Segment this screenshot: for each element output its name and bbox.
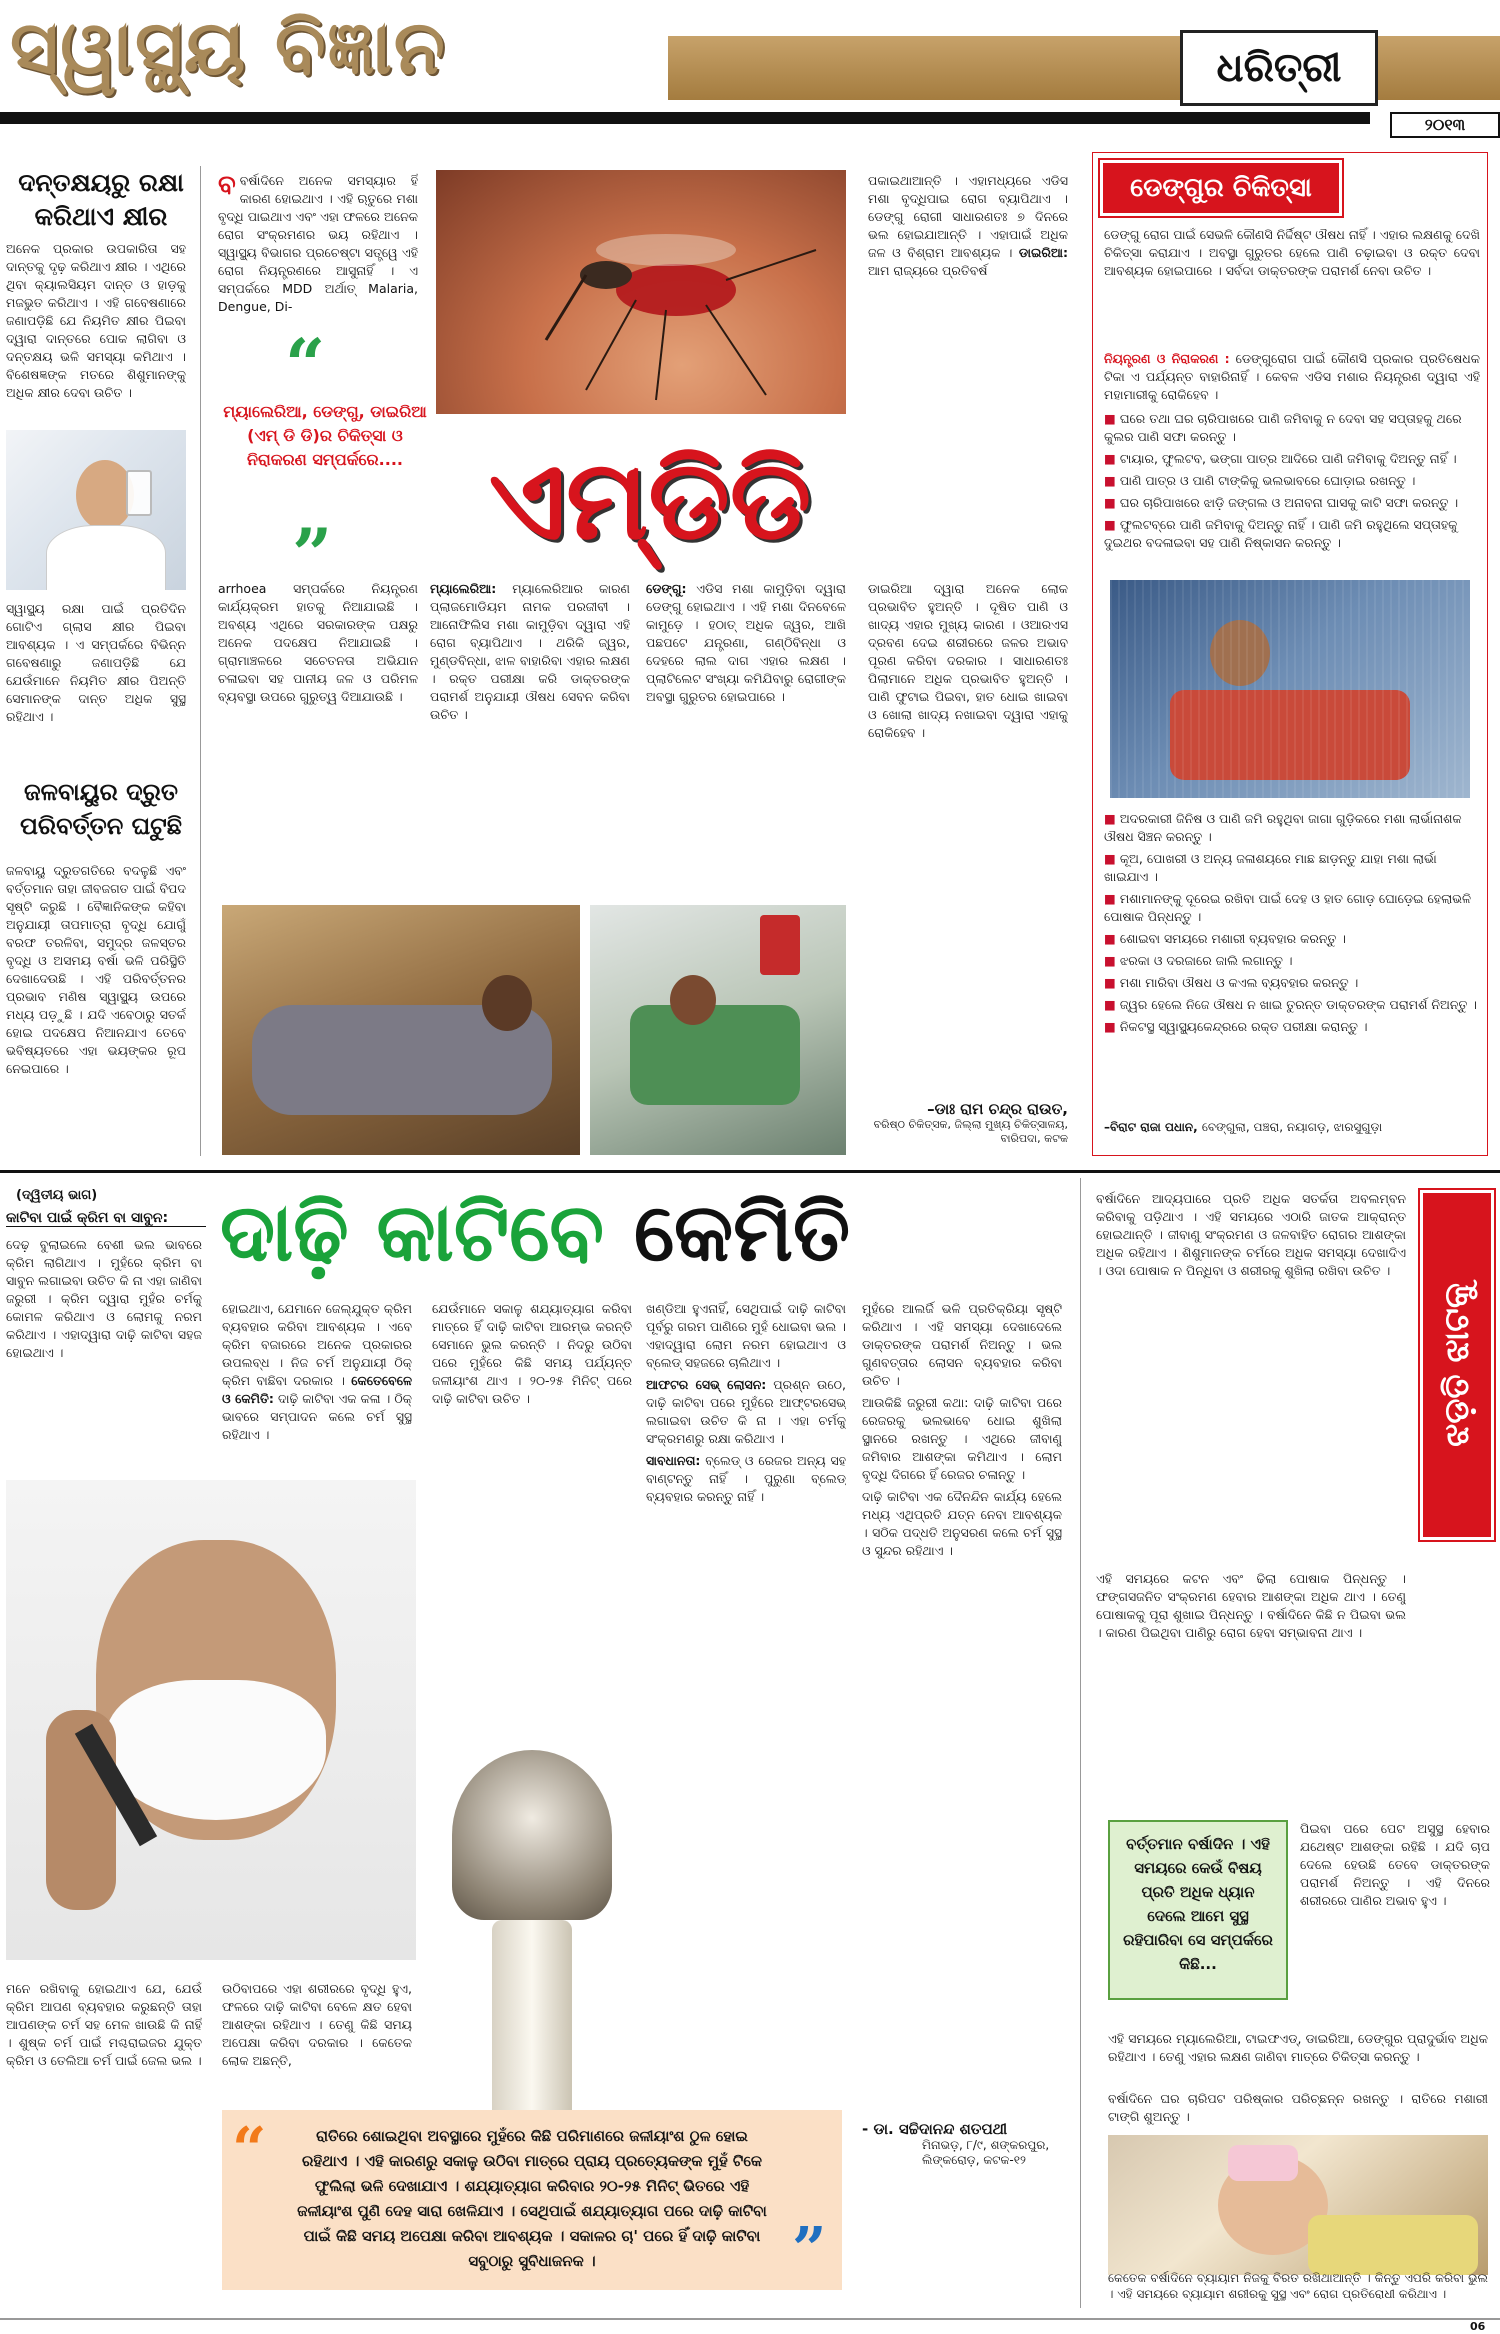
dengue-tips-list: [1104, 410, 1480, 556]
shaving-title: ଦାଢ଼ି କାଟିବେ କେମିତି: [220, 1186, 851, 1279]
shaving-col0: ଦେଢ଼ ବୁଲାଇଲେ ବେଶୀ ଭଲ ଭାବରେ କ୍ରିମ ଲାଗିଥାଏ । ମୁହଁରେ କ୍ରିମ ବା ସାବୁନ ଲଗାଇବା ଉଚିତ କି ନା ଏହା ଜାଣିବା ଜରୁରୀ । କ୍ରିମ ଦ୍ୱାରା ମୁହଁର ଚର୍ମକୁ କୋମଳ କରିଥାଏ ଓ ଲୋମକୁ ନରମ କରିଥାଏ । ଏହାଦ୍ୱାରା ଦାଢ଼ି କାଟିବା ସହଜ ହୋଇଥାଏ ।: [6, 1237, 202, 1360]
list-item: ■ ମଶା ମାରିବା ଔଷଧ ଓ କଏଲ ବ୍ୟବହାର କରନ୍ତୁ ।: [1104, 975, 1359, 990]
list-item: ■ ଘର ଚାରିପାଖରେ ଝାଡ଼ି ଜଙ୍ଗଲ ଓ ଅନାବନା ଘାସକୁ କାଟି ସଫା କରନ୍ତୁ ।: [1104, 495, 1459, 510]
section-divider: [0, 1170, 1500, 1173]
shaving-bottom-col1: ଉଠିବାପରେ ଏହା ଶରୀରରେ ବୃଦ୍ଧି ହୁଏ, ଫଳରେ ଦାଢ଼ି କାଟିବା ବେଳେ କ୍ଷତ ହେବା ଆଶଙ୍କା ରହିଥାଏ । ତେଣୁ କିଛି ସମୟ ଅପେକ୍ଷା କରିବା ଦରକାର । କେତେକ ଲୋକ ଅଛନ୍ତି,: [222, 1981, 412, 2068]
man-shaving-photo: [6, 1480, 416, 1960]
monsoon-col-c: ପିଇବା ପରେ ପେଟ ଅସୁସ୍ଥ ହେବାର ଯଥେଷ୍ଟ ଆଶଙ୍କା ରହିଛି । ଯଦି ଚାପ ଦେଲେ ହେଉଛି ତେବେ ଡାକ୍ତରଙ୍କ ପରାମର୍ଶ ନିଅନ୍ତୁ । ଏହି ଦିନରେ ଶରୀରରେ ପାଣିର ଅଭାବ ହୁଏ ।: [1300, 1821, 1490, 1908]
dengue-byline: –ବିରାଟ ରାଜା ପଧାନ, ବେଙ୍ଗୁଲା, ପଞ୍ଚରା, ନୟାଗଡ଼, ଝାରସୁଗୁଡ଼ା: [1104, 1120, 1383, 1134]
monsoon-title-banner: ଝଡ଼ତି ଝାଟକୁ: [1420, 1190, 1494, 1540]
masthead: [0, 0, 1500, 140]
mosquito-photo: [436, 170, 846, 414]
mosquito-net-photo: [1110, 580, 1470, 798]
shaving-bottom-col0: ମନେ ରଖିବାକୁ ହୋଇଥାଏ ଯେ, ଯେଉଁ କ୍ରିମ ଆପଣ ବ୍ୟବହାର କରୁଛନ୍ତି ତାହା ଆପଣଙ୍କ ଚର୍ମ ସହ ମେଳ ଖାଉଛି କି ନାହିଁ । ଶୁଷ୍କ ଚର୍ମ ପାଇଁ ମଶ୍ଚରାଇଜର ଯୁକ୍ତ କ୍ରିମ ଓ ତେଲିଆ ଚର୍ମ ପାଇଁ ଜେଲ ଭଲ ।: [6, 1981, 202, 2068]
dengue-title-banner: ଡେଙ୍ଗୁର ଚିକିତ୍ସା: [1100, 160, 1342, 216]
malaria-patient-photo: [222, 905, 580, 1155]
shaving-col3: ଖଣ୍ଡିଆ ହୁଏନାହିଁ, ସେଥିପାଇଁ ଦାଢ଼ି କାଟିବା ପୂର୍ବରୁ ଗରମ ପାଣିରେ ମୁହଁ ଧୋଇବା ଭଲ । ଏହାଦ୍ୱାରା ଲୋମ ନରମ ହୋଇଥାଏ ଓ ବ୍ଲେଡ୍ ସହଜରେ ଚାଲିଥାଏ । ଆଫଟର ସେଭ୍ ଲୋସନ: ପ୍ରଶ୍ନ ଉଠେ, ଦାଢ଼ି କାଟିବା ପରେ ମୁହଁରେ ଆଫ୍ଟରସେଭ୍ ଲଗାଇବା ଉଚିତ କି ନା । ଏହା ଚର୍ମକୁ ସଂକ୍ରମଣରୁ ରକ୍ଷା କରିଥାଏ । ସାବଧାନତା: ବ୍ଲେଡ୍ ଓ ରେଜର ଅନ୍ୟ ସହ ବାଣ୍ଟନ୍ତୁ ନାହିଁ । ପୁରୁଣା ବ୍ଲେଡ୍ ବ୍ୟବହାର କରନ୍ତୁ ନାହିଁ ।: [646, 1301, 846, 1504]
pull-quote-close-icon: ”: [292, 513, 333, 596]
masthead-rule: [0, 112, 1370, 124]
monsoon-col: ବର୍ଷାଦିନେ ଆଦ୍ୟପାରେ ପ୍ରତି ଅଧିକ ସତର୍କତା ଅବଲମ୍ବନ କରିବାକୁ ପଡ଼ିଥାଏ । ଏହି ସମୟରେ ଏଠାରି ଜାତକ ଆକ୍ରାନ୍ତ ହୋଇଥାନ୍ତି । ଜୀବାଣୁ ସଂକ୍ରମଣ ଓ ଜଳବାହିତ ରୋଗର ଆଶଙ୍କା ଅଧିକ ରହିଥାଏ । ଶିଶୁମାନଙ୍କ ଚର୍ମରେ ଅଧିକ ସମସ୍ୟା ଦେଖାଦିଏ । ଓଦା ପୋଷାକ ନ ପିନ୍ଧିବା ଓ ଶରୀରକୁ ଶୁଖିଲା ରଖିବା ଉଚିତ ।: [1096, 1191, 1406, 1278]
dental-headline: ଦନ୍ତକ୍ଷୟରୁ ରକ୍ଷା କରିଥାଏ କ୍ଷୀର: [18, 168, 184, 231]
mosquito-illustration: [436, 170, 846, 414]
sick-child-photo: [1108, 2135, 1488, 2275]
climate-headline: ଜଳବାୟୁର ଦ୍ରୁତ ପରିବର୍ତ୍ତନ ଘଟୁଛି: [19, 778, 183, 840]
list-item: ■ ଝରକା ଓ ଦରଜାରେ ଜାଲି ଲଗାନ୍ତୁ ।: [1104, 953, 1293, 968]
list-item: ■ ଫୁଲଟବ୍‌ରେ ପାଣି ଜମିବାକୁ ଦିଅନ୍ତୁ ନାହିଁ । ପାଣି ଜମି ରହୁଥିଲେ ସପ୍ତାହକୁ ଦୁଇଥର ବଦଳାଇବା ସହ ପାଣି ନିଷ୍କାସନ କରନ୍ତୁ ।: [1104, 517, 1458, 550]
dental-body-top: ଅନେକ ପ୍ରକାର ଉପକାରିତା ସହ ଦାନ୍ତକୁ ଦୃଢ଼ କରିଥାଏ କ୍ଷୀର । ଏଥିରେ ଥିବା କ୍ୟାଲସିୟମ ଦାନ୍ତ ଓ ହାଡ଼କୁ ମଜଭୁତ କରିଥାଏ । ଏହି ଗବେଷଣାରେ ଜଣାପଡ଼ିଛି ଯେ ନିୟମିତ କ୍ଷୀର ପିଇବା ଦ୍ୱାରା ଦାନ୍ତରେ ପୋକ ଲାଗିବା ଓ ଦନ୍ତକ୍ଷୟ ଭଳି ସମସ୍ୟା କମିଥାଏ । ବିଶେଷଜ୍ଞଙ୍କ ମତରେ ଶିଶୁମାନଙ୍କୁ ଅଧିକ କ୍ଷୀର ଦେବା ଉଚିତ ।: [6, 241, 186, 400]
mdd-pull-quote: ମ୍ୟାଲେରିଆ, ଡେଙ୍ଗୁ, ଡାଇରିଆ (ଏମ୍ ଡି ଡି)ର ଚିକିତ୍ସା ଓ ନିରାକରଣ ସମ୍ପର୍କରେ....: [223, 402, 427, 469]
dengue-lead: ଡେଙ୍ଗୁ ରୋଗ ପାଇଁ ସେଭଳି କୌଣସି ନିର୍ଦ୍ଦିଷ୍ଟ ଔଷଧ ନାହିଁ । ଏହାର ଲକ୍ଷଣକୁ ଦେଖି ଚିକିତ୍ସା କରାଯାଏ । ଅବସ୍ଥା ଗୁରୁତର ହେଲେ ପାଣି ଚଢ଼ାଇବା ଓ ରକ୍ତ ଦେବା ଆବଶ୍ୟକ ହୋଇପାରେ । ସର୍ବଦା ଡାକ୍ତରଙ୍କ ପରାମର୍ଶ ନେବା ଉଚିତ ।: [1104, 227, 1480, 278]
shaving-author: - ଡା. ସଚ୍ଚିଦାନନ୍ଦ ଶତପଥୀ ମିନାଭଡ଼, ୮/୯, ଶଙ୍କରପୁର, ଲିଙ୍କରୋଡ଼, କଟକ-୧୨: [862, 2120, 1050, 2167]
mdd-col1: arrhoea ସମ୍ପର୍କରେ ନିୟନ୍ତ୍ରଣ କାର୍ଯ୍ୟକ୍ରମ ହାତକୁ ନିଆଯାଇଛି । ଅବଶ୍ୟ ଏଥିରେ ସରକାରଙ୍କ ପକ୍ଷରୁ ଅନେକ ପଦକ୍ଷେପ ନିଆଯାଇଛି । ଗ୍ରାମାଞ୍ଚଳରେ ସଚେତନତା ଅଭିଯାନ ଚଳାଇବା ସହ ପାନୀୟ ଜଳ ଓ ପରିମଳ ବ୍ୟବସ୍ଥା ଉପରେ ଗୁରୁତ୍ୱ ଦିଆଯାଉଛି ।: [218, 581, 418, 704]
newspaper-brand: ଧରିତ୍ରୀ: [1180, 30, 1378, 106]
list-item: ■ କୂଅ, ପୋଖରୀ ଓ ଅନ୍ୟ ଜଳାଶୟରେ ମାଛ ଛାଡ଼ନ୍ତୁ ଯାହା ମଶା ଲାର୍ଭା ଖାଇଯାଏ ।: [1104, 851, 1437, 884]
shaving-col1: ହୋଇଥାଏ, ଯେମାନେ ଜେଲ୍‌ଯୁକ୍ତ କ୍ରିମ ବ୍ୟବହାର କରିବା ଆବଶ୍ୟକ । ଏବେ କ୍ରିମ ବଜାରରେ ଅନେକ ପ୍ରକାରର ଉପଲବ୍ଧ । ନିଜ ଚର୍ମ ଅନୁଯାୟୀ ଠିକ୍ କ୍ରିମ ବାଛିବା ଦରକାର । କେତେବେଳେ ଓ କେମିତି: ଦାଢ଼ି କାଟିବା ଏକ କଳା । ଠିକ୍ ଭାବରେ ସମ୍ପାଦନ କଲେ ଚର୍ମ ସୁସ୍ଥ ରହିଥାଏ ।: [222, 1301, 412, 1442]
dengue-tips-list-2: [1104, 810, 1480, 1040]
shaving-subhead: କାଟିବା ପାଇଁ କ୍ରିମ ବା ସାବୁନ:: [6, 1210, 206, 1227]
pull-quote-open-icon: “: [285, 323, 326, 406]
monsoon-col-e: ବର୍ଷାଦିନେ ଘର ଚାରିପଟ ପରିଷ୍କାର ପରିଚ୍ଛନ୍ନ ରଖନ୍ତୁ । ରାତିରେ ମଶାରୀ ଟାଙ୍ଗି ଶୁଅନ୍ତୁ ।: [1108, 2091, 1488, 2124]
list-item: ■ ଶୋଇବା ସମୟରେ ମଶାରୀ ବ୍ୟବହାର କରନ୍ତୁ ।: [1104, 931, 1346, 946]
shaving-quote: ରାତିରେ ଶୋଇଥିବା ଅବସ୍ଥାରେ ମୁହଁରେ କିଛି ପରିମାଣରେ ଜଳୀୟାଂଶ ଠୁଳ ହୋଇ ରହିଥାଏ । ଏହି କାରଣରୁ ସକାଳୁ ଉଠିବା ମାତ୍ରେ ପ୍ରାୟ ପ୍ରତ୍ୟେକଙ୍କ ମୁହଁ ଟିକେ ଫୁଲିଲା ଭଳି ଦେଖାଯାଏ । ଶଯ୍ୟାତ୍ୟାଗ କରିବାର ୨୦-୨୫ ମିନିଟ୍ ଭିତରେ ଏହି ଜଳୀୟାଂଶ ପୁଣି ଦେହ ସାରା ଖେଳିଯାଏ । ସେଥିପାଇଁ ଶଯ୍ୟାତ୍ୟାଗ ପରେ ଦାଢ଼ି କାଟିବା ପାଇଁ କିଛି ସମୟ ଅପେକ୍ଷା କରିବା ଆବଶ୍ୟକ । ସକାଳର ଚା' ପରେ ହିଁ ଦାଢ଼ି କାଟିବା ସବୁଠାରୁ ସୁବିଧାଜନକ ।: [297, 2127, 767, 2270]
shaving-part-label: (ଦ୍ୱିତୀୟ ଭାଗ): [16, 1188, 98, 1203]
shaving-quote-box: [222, 2110, 842, 2290]
hospital-patient-photo: [590, 905, 846, 1155]
dental-body-bottom: ସ୍ୱାସ୍ଥ୍ୟ ରକ୍ଷା ପାଇଁ ପ୍ରତିଦିନ ଗୋଟିଏ ଗ୍ଲାସ କ୍ଷୀର ପିଇବା ଆବଶ୍ୟକ । ଏ ସମ୍ପର୍କରେ ବିଭିନ୍ନ ଗବେଷଣାରୁ ଜଣାପଡ଼ିଛି ଯେ ଯେଉଁମାନେ ନିୟମିତ କ୍ଷୀର ପିଅନ୍ତି ସେମାନଙ୍କ ଦାନ୍ତ ଅଧିକ ସୁସ୍ଥ ରହିଥାଏ ।: [6, 601, 186, 724]
list-item: ■ ଅଦରକାରୀ ଜିନିଷ ଓ ପାଣି ଜମି ରହୁଥିବା ଜାଗା ଗୁଡ଼ିକରେ ମଶା ଲାର୍ଭାନାଶକ ଔଷଧ ସିଞ୍ଚନ କରନ୍ତୁ ।: [1104, 811, 1462, 844]
list-item: ■ ଜ୍ୱର ହେଲେ ନିଜେ ଔଷଧ ନ ଖାଇ ତୁରନ୍ତ ଡାକ୍ତରଙ୍କ ପରାମର୍ଶ ନିଅନ୍ତୁ ।: [1104, 997, 1477, 1012]
climate-body: ଜଳବାୟୁ ଦ୍ରୁତଗତିରେ ବଦଳୁଛି ଏବଂ ବର୍ତ୍ତମାନ ତାହା ଜୀବଜଗତ ପାଇଁ ବିପଦ ସୃଷ୍ଟି କରୁଛି । ବୈଜ୍ଞାନିକଙ୍କ କହିବା ଅନୁଯାୟୀ ତାପମାତ୍ରା ବୃଦ୍ଧି ଯୋଗୁଁ ବରଫ ତରଳିବା, ସମୁଦ୍ର ଜଳସ୍ତର ବୃଦ୍ଧି ଓ ଅସମୟ ବର୍ଷା ଭଳି ପରିସ୍ଥିତି ଦେଖାଦେଉଛି । ଏହି ପରିବର୍ତ୍ତନର ପ୍ରଭାବ ମଣିଷ ସ୍ୱାସ୍ଥ୍ୟ ଉପରେ ମଧ୍ୟ ପଡ଼ୁଛି । ଯଦି ଏବେଠାରୁ ସତର୍କ ହୋଇ ପଦକ୍ଷେପ ନିଆନଯାଏ ତେବେ ଭବିଷ୍ୟତରେ ଏହା ଭୟଙ୍କର ରୂପ ନେଇପାରେ ।: [6, 863, 186, 1076]
monsoon-green-box: ବର୍ତ୍ତମାନ ବର୍ଷାଦିନ । ଏହି ସମୟରେ କେଉଁ ବିଷୟ ପ୍ରତି ଅଧିକ ଧ୍ୟାନ ଦେଲେ ଆମେ ସୁସ୍ଥ ରହିପାରିବା ସେ ସମ୍ପର୍କରେ କିଛି...: [1108, 1820, 1288, 2000]
mdd-big-title: ଏମ୍‌ଡିଡି: [488, 436, 812, 564]
list-item: ■ ଟାୟାର, ଫୁଲଟବ, ଭଙ୍ଗା ପାତ୍ର ଆଦିରେ ପାଣି ଜମିବାକୁ ଦିଅନ୍ତୁ ନାହିଁ ।: [1104, 451, 1457, 466]
monsoon-col-f: କେତେକ ବର୍ଷାଦିନେ ବ୍ୟାୟାମ ନିଜକୁ ବିରତ ରଖିଥାଆନ୍ତି । କିନ୍ତୁ ଏପରି କରିବା ଭୁଲ । ଏହି ସମୟରେ ବ୍ୟାୟାମ ଶରୀରକୁ ସୁସ୍ଥ ଏବଂ ରୋଗ ପ୍ରତିରୋଧୀ କରିଥାଏ ।: [1108, 2271, 1488, 2301]
list-item: ■ ନିକଟସ୍ଥ ସ୍ୱାସ୍ଥ୍ୟକେନ୍ଦ୍ରରେ ରକ୍ତ ପରୀକ୍ଷା କରାନ୍ତୁ ।: [1104, 1019, 1368, 1034]
year-tag: ୨୦୧୩: [1390, 112, 1500, 138]
monsoon-col-d: ଏହି ସମୟରେ ମ୍ୟାଲେରିଆ, ଟାଇଫଏଡ୍, ଡାଇରିଆ, ଡେଙ୍ଗୁର ପ୍ରାଦୁର୍ଭାବ ଅଧିକ ରହିଥାଏ । ତେଣୁ ଏହାର ଲକ୍ଷଣ ଜାଣିବା ମାତ୍ରେ ଚିକିତ୍ସା କରନ୍ତୁ ।: [1108, 2031, 1488, 2064]
quote-open-icon: “: [232, 2115, 267, 2185]
shaving-col4: ମୁହଁରେ ଆଲର୍ଜି ଭଳି ପ୍ରତିକ୍ରିୟା ସୃଷ୍ଟି କରିଥାଏ । ଏହି ସମସ୍ୟା ଦେଖାଦେଲେ ଡାକ୍ତରଙ୍କ ପରାମର୍ଶ ନିଅନ୍ତୁ । ଭଲ ଗୁଣବତ୍ତାର ଲୋସନ ବ୍ୟବହାର କରିବା ଉଚିତ । ଆଉକିଛି ଜରୁରୀ କଥା: ଦାଢ଼ି କାଟିବା ପରେ ରେଜରକୁ ଭଲଭାବେ ଧୋଇ ଶୁଖିଲା ସ୍ଥାନରେ ରଖନ୍ତୁ । ଏଥିରେ ଜୀବାଣୁ ଜମିବାର ଆଶଙ୍କା କମିଥାଏ । ଲୋମ ବୃଦ୍ଧି ଦିଗରେ ହିଁ ରେଜର ଚଳାନ୍ତୁ । ଦାଢ଼ି କାଟିବା ଏକ ଦୈନନ୍ଦିନ କାର୍ଯ୍ୟ ହେଲେ ମଧ୍ୟ ଏଥିପ୍ରତି ଯତ୍ନ ନେବା ଆବଶ୍ୟକ । ସଠିକ ପଦ୍ଧତି ଅନୁସରଣ କଲେ ଚର୍ମ ସୁସ୍ଥ ଓ ସୁନ୍ଦର ରହିଥାଏ ।: [862, 1301, 1062, 1558]
footer-rule: [0, 2318, 1500, 2320]
mdd-col4: ପକାଇଥାଆନ୍ତି । ଏହାମଧ୍ୟରେ ଏଡିସ ମଶା ବୃଦ୍ଧିପାଇ ରୋଗ ବ୍ୟାପିଥାଏ । ଡେଙ୍ଗୁ ରୋଗୀ ସାଧାରଣତଃ ୭ ଦିନରେ ଭଲ ହୋଇଯାଆନ୍ତି । ଏହାପାଇଁ ଅଧିକ ଜଳ ଓ ବିଶ୍ରାମ ଆବଶ୍ୟକ । ଡାଇରିଆ: ଆମ ରାଜ୍ୟରେ ପ୍ରତିବର୍ଷ: [868, 173, 1068, 278]
shaving-col2: ଯେଉଁମାନେ ସକାଳୁ ଶଯ୍ୟାତ୍ୟାଗ କରିବା ମାତ୍ରେ ହିଁ ଦାଢ଼ି କାଟିବା ଆରମ୍ଭ କରନ୍ତି ସେମାନେ ଭୁଲ କରନ୍ତି । ନିଦରୁ ଉଠିବା ପରେ ମୁହଁରେ କିଛି ସମୟ ପର୍ଯ୍ୟନ୍ତ ଜଳୀୟାଂଶ ଥାଏ । ୨୦-୨୫ ମିନିଟ୍ ପରେ ଦାଢ଼ି କାଟିବା ଉଚିତ ।: [432, 1301, 632, 1406]
milk-drinking-photo: [6, 430, 186, 590]
mdd-author: –ଡାଃ ରାମ ଚନ୍ଦ୍ର ରାଉତ, ବରିଷ୍ଠ ଚିକିତ୍ସକ, ଜିଲ୍ଲା ମୁଖ୍ୟ ଚିକିତ୍ସାଳୟ, ବାରିପଦା, କଟକ: [873, 1100, 1068, 1145]
dengue-control: ନିୟନ୍ତ୍ରଣ ଓ ନିରାକରଣ : ଡେଙ୍ଗୁରୋଗ ପାଇଁ କୌଣସି ପ୍ରକାର ପ୍ରତିଷେଧକ ଟିକା ଏ ପର୍ଯ୍ୟନ୍ତ ବାହାରିନାହିଁ । କେବଳ ଏଡିସ ମଶାର ନିୟନ୍ତ୍ରଣ ଦ୍ୱାରା ଏହି ମହାମାରୀକୁ ରୋକିହେବ ।: [1104, 351, 1480, 402]
page-number: 06: [1470, 2320, 1486, 2333]
list-item: ■ ଘରେ ତଥା ଘର ଚାରିପାଖରେ ପାଣି ଜମିବାକୁ ନ ଦେବା ସହ ସପ୍ତାହକୁ ଥରେ କୁଲର ପାଣି ସଫା କରନ୍ତୁ ।: [1104, 411, 1462, 444]
column-divider-right: [1080, 1178, 1081, 2308]
quote-close-icon: ”: [792, 2215, 827, 2285]
column-divider: [200, 166, 201, 1156]
list-item: ■ ମଶାମାନଙ୍କୁ ଦୂରେଇ ରଖିବା ପାଇଁ ଦେହ ଓ ହାତ ଗୋଡ଼ ଘୋଡ଼େଇ ହେଲାଭଳି ପୋଷାକ ପିନ୍ଧନ୍ତୁ ।: [1104, 891, 1472, 924]
mdd-intro: ବ ବର୍ଷାଦିନେ ଅନେକ ସମସ୍ୟାର ହିଁ କାରଣ ହୋଇଥାଏ । ଏହି ଋତୁରେ ମଶା ବୃଦ୍ଧି ପାଇଥାଏ ଏବଂ ଏହା ଫଳରେ ଅନେକ ରୋଗ ସଂକ୍ରମଣର ଭୟ ରହିଥାଏ । ସ୍ୱାସ୍ଥ୍ୟ ବିଭାଗର ପ୍ରଚେଷ୍ଟା ସତ୍ତ୍ୱେ ଏହି ରୋଗ ନିୟନ୍ତ୍ରଣରେ ଆସୁନାହିଁ । ଏ ସମ୍ପର୍କରେ MDD ଅର୍ଥାତ୍ Malaria, Dengue, Di-: [218, 172, 418, 314]
mdd-col2: ମ୍ୟାଲେରିଆ: ମ୍ୟାଲେରିଆର କାରଣ ପ୍ଲାଜମୋଡିୟମ ନାମକ ପରଜୀବୀ । ଆନୋଫିଲିସ ମଶା କାମୁଡ଼ିବା ଦ୍ୱାରା ଏହି ରୋଗ ବ୍ୟାପିଥାଏ । ଥରିକି ଜ୍ୱର, ମୁଣ୍ଡବିନ୍ଧା, ଝାଳ ବାହାରିବା ଏହାର ଲକ୍ଷଣ । ରକ୍ତ ପରୀକ୍ଷା କରି ଡାକ୍ତରଙ୍କ ପରାମର୍ଶ ଅନୁଯାୟୀ ଔଷଧ ସେବନ କରିବା ଉଚିତ ।: [430, 581, 630, 722]
list-item: ■ ପାଣି ପାତ୍ର ଓ ପାଣି ଟାଙ୍କିକୁ ଭଲଭାବରେ ଘୋଡ଼ାଇ ରଖନ୍ତୁ ।: [1104, 473, 1416, 488]
masthead-title: ସ୍ୱାସ୍ଥ୍ୟ ବିଜ୍ଞାନ: [10, 5, 447, 91]
mdd-col3: ଡେଙ୍ଗୁ: ଏଡିସ ମଶା କାମୁଡ଼ିବା ଦ୍ୱାରା ଡେଙ୍ଗୁ ହୋଇଥାଏ । ଏହି ମଶା ଦିନବେଳେ କାମୁଡ଼େ । ହଠାତ୍ ଅଧିକ ଜ୍ୱର, ଆଖି ପଛପଟେ ଯନ୍ତ୍ରଣା, ଗଣ୍ଠିବିନ୍ଧା ଓ ଦେହରେ ଲାଲ ଦାଗ ଏହାର ଲକ୍ଷଣ । ପ୍ଲାଟିଲେଟ ସଂଖ୍ୟା କମିଯିବାରୁ ରୋଗୀଙ୍କ ଅବସ୍ଥା ଗୁରୁତର ହୋଇପାରେ ।: [646, 581, 846, 704]
monsoon-col-b: ଏହି ସମୟରେ କଟନ ଏବଂ ଢିଲା ପୋଷାକ ପିନ୍ଧନ୍ତୁ । ଫଙ୍ଗସଜନିତ ସଂକ୍ରମଣ ହେବାର ଆଶଙ୍କା ଅଧିକ ଥାଏ । ତେଣୁ ପୋଷାକକୁ ପୂରା ଶୁଖାଇ ପିନ୍ଧନ୍ତୁ । ବର୍ଷାଦିନେ କିଛି ନ ପିଇବା ଭଲ । କାରଣ ପିଇଥିବା ପାଣିରୁ ରୋଗ ହେବା ସମ୍ଭାବନା ଥାଏ ।: [1096, 1571, 1406, 1640]
mdd-col4b: ଡାଇରିଆ ଦ୍ୱାରା ଅନେକ ଲୋକ ପ୍ରଭାବିତ ହୁଅନ୍ତି । ଦୂଷିତ ପାଣି ଓ ଖାଦ୍ୟ ଏହାର ମୁଖ୍ୟ କାରଣ । ଓଆରଏସ ଦ୍ରବଣ ଦେଇ ଶରୀରରେ ଜଳର ଅଭାବ ପୂରଣ କରିବା ଦରକାର । ସାଧାରଣତଃ ପିଲାମାନେ ଅଧିକ ପ୍ରଭାବିତ ହୁଅନ୍ତି । ପାଣି ଫୁଟାଇ ପିଇବା, ହାତ ଧୋଇ ଖାଇବା ଓ ଖୋଲା ଖାଦ୍ୟ ନଖାଇବା ଦ୍ୱାରା ଏହାକୁ ରୋକିହେବ ।: [868, 581, 1068, 740]
